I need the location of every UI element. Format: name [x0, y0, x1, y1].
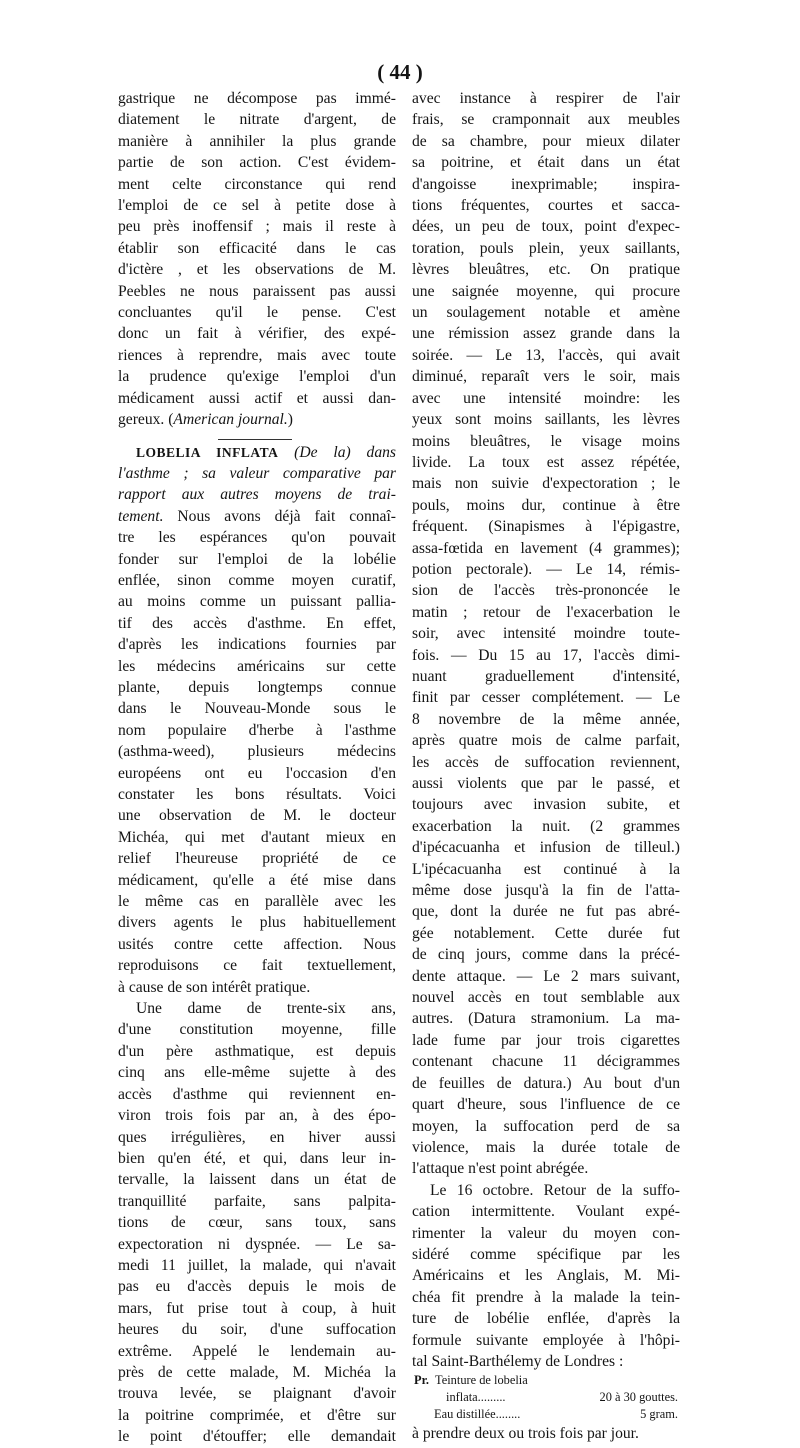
page-number: ( 44 ) [377, 60, 423, 84]
section-divider [218, 439, 292, 440]
text-line: fonder sur l'emploi de la lobélie [118, 550, 396, 568]
text-line: tranquillité parfaite, sans palpita- [118, 1192, 396, 1210]
text-line: relief l'heureuse propriété de ce [118, 850, 396, 868]
text-line: Le 16 octobre. Retour de la suffo- [430, 1181, 680, 1199]
text-line: lèvres bleuâtres, etc. On pratique [412, 261, 680, 279]
text-line: formule suivante employée à l'hôpi- [412, 1331, 680, 1349]
paragraph-case-report [118, 998, 396, 1448]
text-line: divers agents le plus habituellement [118, 914, 396, 932]
text-line: au moins comme un puissant pallia- [118, 593, 396, 611]
text-line: que, dont la durée ne fut pas abré- [412, 903, 680, 921]
text-line: d'une constitution moyenne, fille [118, 1021, 396, 1039]
paragraph-intro-last-line: gereux. (American journal.) [118, 411, 293, 429]
text-line: l'emploi de ce sel à petite dose à [118, 197, 396, 215]
text-line: une saignée moyenne, qui procure [412, 282, 680, 300]
text-line: mais non suivie d'expectoration ; le [412, 475, 680, 493]
text-line: livide. La toux est assez répétée, [412, 453, 680, 471]
source-citation: American journal. [173, 411, 288, 429]
text-line: bien qu'en été, et qui, dans leur in- [118, 1149, 396, 1167]
text-line: diminué, reparaît vers le soir, mais [412, 368, 680, 386]
text-line: sion de l'accès très-prononcée le [412, 582, 680, 600]
text-line: européens ont eu l'occasion d'en [118, 764, 396, 782]
text-line: nom populaire d'herbe à l'asthme [118, 721, 396, 739]
paragraph-lobelia-intro [118, 527, 396, 998]
text-line: plante, depuis longtemps connue [118, 678, 396, 696]
text-line: riences à reprendre, mais avec toute [118, 346, 396, 364]
text-line: pas eu d'accès depuis le mois de [118, 1278, 396, 1296]
article-subtitle-start: (De la) dans [278, 443, 396, 461]
text-line: constater les bons résultats. Voici [118, 786, 396, 803]
text-line: médicament, qu'elle a été mise dans [118, 871, 396, 889]
text-line: violence, mais la durée totale de [412, 1138, 680, 1156]
text-line: nuant graduellement d'intensité, [412, 667, 680, 685]
article-title: LOBELIA INFLATA [136, 444, 279, 460]
text-line: concluantes qu'il le pense. C'est [118, 304, 396, 322]
text-line: autres. (Datura stramonium. La ma- [412, 1010, 680, 1028]
text-line: tif des accès d'asthme. En effet, [118, 614, 396, 632]
text-line: 8 novembre de la même année, [412, 710, 680, 728]
text-line: Michéa, qui met d'autant mieux en [118, 828, 396, 846]
text-line: dente attaque. — Le 2 mars suivant, [412, 967, 680, 985]
text-line: toujours avec invasion subite, et [412, 796, 680, 814]
text-line: près de cette malade, M. Michéa la [118, 1363, 396, 1381]
text-line: heures du soir, d'une suffocation [118, 1321, 396, 1339]
text-line: partie de son action. C'est évidem- [118, 154, 396, 172]
text-line: les accès de suffocation reviennent, [412, 753, 680, 771]
text-line: Peebles ne nous paraissent pas aussi [118, 282, 396, 300]
text-line: moins bleuâtres, le visage moins [412, 432, 680, 450]
text-line: gastrique ne décompose pas immé- [118, 90, 396, 107]
text-line: ture de lobélie enflée, d'après la [412, 1310, 680, 1328]
text-line: à cause de son intérêt pratique. [118, 978, 311, 996]
text-line: le point d'étouffer; elle demandait [118, 1428, 396, 1446]
prescription-line-3: Eau distillée........ 5 gram. [434, 1407, 678, 1422]
paragraph-case-continued [412, 88, 680, 1180]
text-line: tions fréquentes, courtes et sacca- [412, 197, 680, 215]
text-line: la prudence qu'exige l'emploi d'un [118, 368, 396, 386]
text-line: fois. — Du 15 au 17, l'accès dimi- [412, 646, 680, 664]
text-line: enflée, sinon comme moyen curatif, [118, 571, 396, 589]
text-line: soir, avec intensité moindre toute- [412, 625, 680, 643]
text-line: gée notablement. Cette durée fut [412, 924, 680, 942]
text-line: une observation de M. le docteur [118, 807, 396, 825]
text-line: fréquent. (Sinapismes à l'épigastre, [412, 518, 680, 536]
text-line: sa poitrine, et était dans un état [412, 154, 680, 172]
text-line: la poitrine comprimée, et d'être sur [118, 1406, 396, 1424]
text-line: une rémission assez grande dans la [412, 325, 680, 343]
text-line: rapport aux autres moyens de trai- [118, 486, 396, 504]
text-line: reproduisons ce fait textuellement, [118, 957, 396, 975]
article-first-line: tement. Nous avons déjà fait connaî- [118, 507, 396, 525]
text-line: usités contre cette affection. Nous [118, 935, 396, 953]
text-line: frais, se cramponnait aux meubles [412, 111, 680, 129]
text-line: tions de cœur, sans toux, sans [118, 1214, 396, 1232]
text-line: médicament aussi actif et aussi dan- [118, 389, 396, 407]
text-line: d'ipécacuanha et infusion de tilleul.) [412, 839, 680, 857]
text-line: ques irrégulières, en hiver aussi [118, 1128, 396, 1146]
text-line: après quatre mois de calme parfait, [412, 732, 680, 750]
text-line: le même cas en parallèle avec les [118, 893, 396, 911]
text-line: peu près inoffensif ; mais il reste à [118, 218, 396, 236]
article-subtitle [118, 463, 396, 506]
text-line: mars, fut prise tout à coup, à huit [118, 1299, 396, 1317]
text-line: dans le Nouveau-Monde sous le [118, 700, 396, 718]
text-line: accès d'asthme qui reviennent en- [118, 1085, 396, 1103]
text-line: diatement le nitrate d'argent, de [118, 111, 396, 129]
text-line: de feuilles de datura.) Au bout d'un [412, 1074, 680, 1092]
text-line: Une dame de trente-six ans, [136, 1000, 396, 1018]
text-line: expectoration ni dyspnée. — Le sa- [118, 1235, 396, 1253]
text-line: tervalle, la laissent dans un état de [118, 1171, 396, 1189]
text-line: quart d'heure, sous l'influence de ce [412, 1096, 680, 1114]
paragraph-october [412, 1180, 680, 1373]
text-line: un soulagement notable et amène [412, 304, 680, 322]
text-line: dées, un peu de toux, point d'expec- [412, 218, 680, 236]
text-line: viron trois fois par an, à des épo- [118, 1107, 396, 1125]
text-line: yeux sont moins saillants, les lèvres [412, 411, 680, 429]
text-line: manière à annihiler la plus grande [118, 132, 396, 150]
text-line: medi 11 juillet, la malade, qui n'avait [118, 1256, 396, 1274]
text-line: d'ictère , et les observations de M. [118, 261, 396, 279]
text-line: soirée. — Le 13, l'accès, qui avait [412, 346, 680, 364]
text-line: même dose jusqu'à la fin de l'atta- [412, 882, 680, 900]
prescription-line-1: Pr. Teinture de lobelia [414, 1373, 528, 1388]
text-line: Américains et les Anglais, M. Mi- [412, 1267, 680, 1285]
text-line: tal Saint-Barthélemy de Londres : [412, 1352, 624, 1370]
text-line: pouls, moins dur, continue à être [412, 496, 680, 514]
text-line: cation intermittente. Voulant expé- [412, 1203, 680, 1221]
text-line: assa-fœtida en lavement (4 grammes); [412, 539, 680, 557]
right-column [412, 88, 680, 1445]
text-line: l'attaque n'est point abrégée. [412, 1160, 589, 1178]
text-line: cinq ans elle-même sujette à des [118, 1064, 396, 1082]
text-line: matin ; retour de l'exacerbation le [412, 603, 680, 621]
text-line: trouva levée, se plaignant d'avoir [118, 1385, 396, 1403]
text-line: d'angoisse inexprimable; inspira- [412, 175, 680, 193]
text-line: moyen, la suffocation perd de sa [412, 1117, 680, 1135]
text-line: donc un fait à vérifier, des expé- [118, 325, 396, 343]
text-line: finit par cesser complétement. — Le [412, 689, 680, 707]
left-column [118, 88, 396, 1448]
text-line: rimenter la valeur du moyen con- [412, 1224, 680, 1242]
text-line: nouvel accès en tout semblable aux [412, 989, 680, 1007]
article-heading-line [118, 442, 396, 463]
text-line: chéa fit prendre à la malade la tein- [412, 1288, 680, 1306]
text-line: d'un père asthmatique, est depuis [118, 1042, 396, 1060]
text-line: (asthma-weed), plusieurs médecins [118, 743, 396, 761]
text-line: établir son efficacité dans le cas [118, 239, 396, 257]
text-line: l'asthme ; sa valeur comparative par [118, 464, 396, 482]
text-line: les médecins américains sur cette [118, 657, 396, 675]
text-line: lade fume par jour trois cigarettes [412, 1031, 680, 1049]
prescription-formula [412, 1372, 680, 1423]
text-line: avec instance à respirer de l'air [412, 90, 680, 107]
text-line: sidéré comme spécifique par les [412, 1245, 680, 1263]
prescription-line-2: inflata......... 20 à 30 gouttes. [446, 1390, 678, 1405]
text-line: aussi violents que par le passé, et [412, 775, 680, 792]
text-line: contenant chacune 11 décigrammes [412, 1053, 680, 1071]
text-line: tre les espérances qu'on pouvait [118, 529, 396, 547]
closing-line: à prendre deux ou trois fois par jour. [412, 1425, 639, 1443]
text-line: avec une intensité moindre: les [412, 389, 680, 407]
paragraph-intro [118, 88, 396, 409]
text-line: de cinq jours, comme dans la précé- [412, 946, 680, 964]
text-line: d'après les indications fournies par [118, 636, 396, 654]
text-line: potion pectorale). — Le 14, rémis- [412, 560, 680, 578]
text-line: toration, pouls plein, yeux saillants, [412, 239, 680, 257]
text-line: de sa chambre, pour mieux dilater [412, 132, 680, 150]
text-line: ment celte circonstance qui rend [118, 175, 396, 193]
text-line: extrême. Appelé le lendemain au- [118, 1342, 396, 1360]
text-line: exacerbation la nuit. (2 grammes [412, 817, 680, 835]
text-line: L'ipécacuanha est continué à la [412, 860, 680, 878]
